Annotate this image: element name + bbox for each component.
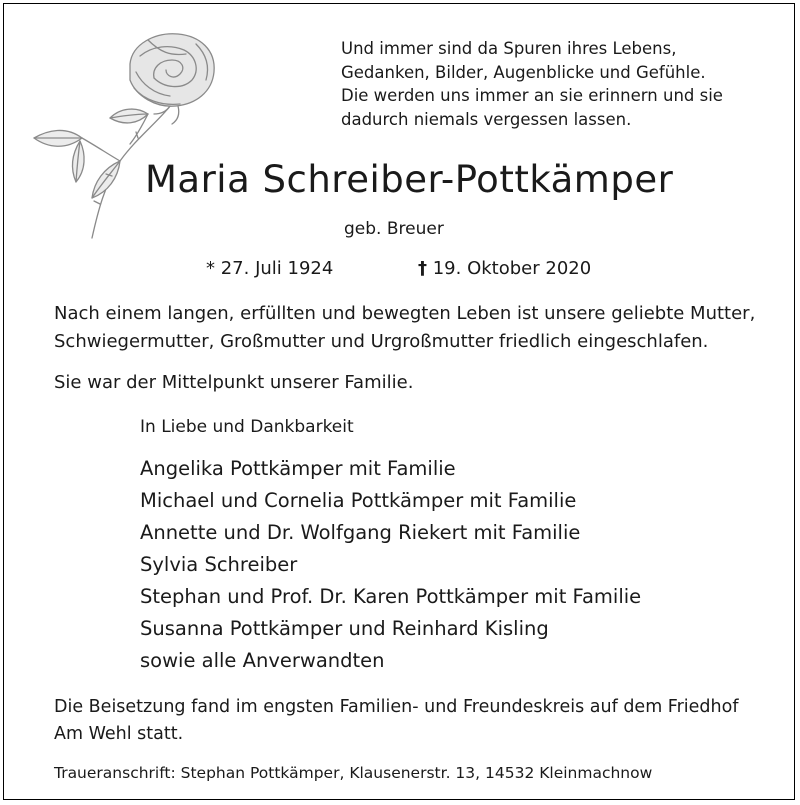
- mourner-item: Sylvia Schreiber: [140, 553, 298, 576]
- rose-icon: [20, 26, 220, 241]
- mourner-item: Annette und Dr. Wolfgang Riekert mit Familie: [140, 521, 581, 544]
- birth-date: * 27. Juli 1924: [206, 258, 334, 279]
- mourner-item: sowie alle Anverwandten: [140, 649, 385, 672]
- birth-name: geb. Breuer: [344, 219, 444, 239]
- death-date-line: [418, 256, 591, 282]
- mourner-item: Stephan und Prof. Dr. Karen Pottkämper mit Familie: [140, 585, 642, 608]
- mourner-item: Susanna Pottkämper und Reinhard Kisling: [140, 617, 549, 640]
- announcement-line: Schwiegermutter, Großmutter und Urgroßmutter friedlich eingeschlafen.: [54, 331, 709, 352]
- mourners-list: [140, 453, 641, 677]
- death-date: 19. Oktober 2020: [432, 258, 592, 279]
- mourning-address: Traueranschrift: Stephan Pottkämper, Klausenerstr. 13, 14532 Kleinmachnow: [54, 764, 653, 782]
- announcement: [54, 300, 755, 356]
- funeral-info: [54, 694, 738, 748]
- poem-line: Und immer sind da Spuren ihres Lebens,: [341, 39, 677, 58]
- poem-line: Gedanken, Bilder, Augenblicke und Gefühle.: [341, 62, 706, 82]
- mourner-item: Michael und Cornelia Pottkämper mit Familie: [140, 489, 577, 512]
- cross-icon: †: [418, 258, 427, 279]
- mourner-item: Angelika Pottkämper mit Familie: [140, 457, 456, 480]
- poem-line: Die werden uns immer an sie erinnern und sie: [341, 86, 723, 105]
- poem: [341, 37, 723, 131]
- funeral-info-line: Die Beisetzung fand im engsten Familien- und Freundeskreis auf dem Friedhof: [54, 697, 739, 717]
- in-love-text: In Liebe und Dankbarkeit: [140, 417, 354, 437]
- poem-line: dadurch niemals vergessen lassen.: [341, 109, 632, 129]
- funeral-info-line: Am Wehl statt.: [54, 724, 184, 744]
- obituary-notice: [3, 3, 795, 800]
- deceased-name: Maria Schreiber-Pottkämper: [145, 158, 674, 201]
- family-center-text: Sie war der Mittelpunkt unserer Familie.: [54, 372, 414, 393]
- announcement-line: Nach einem langen, erfüllten und bewegten Leben ist unsere geliebte Mutter,: [54, 303, 756, 324]
